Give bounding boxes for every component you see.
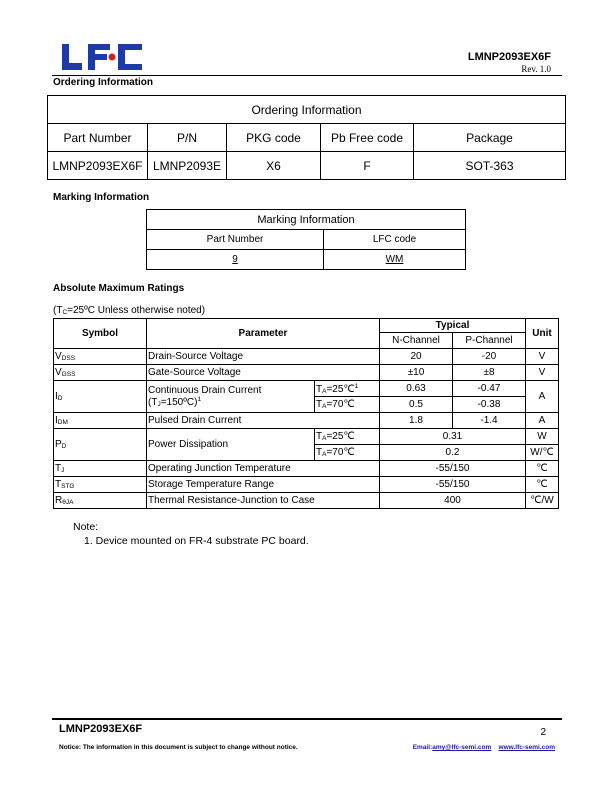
note-title: Note: <box>73 521 99 533</box>
email-label: Email: <box>412 744 433 751</box>
ratings-header-typical: Typical <box>380 319 526 333</box>
ordering-cell: LMNP2093EX6F <box>48 152 148 180</box>
table-row: PD Power Dissipation TA=25℃ 0.31 W <box>54 429 559 445</box>
ratings-table <box>53 318 559 509</box>
marking-cell: 9 <box>232 254 238 265</box>
table-row: TJ Operating Junction Temperature -55/150 ℃ <box>54 461 559 477</box>
page-number: 2 <box>540 727 546 738</box>
ordering-section-title: Ordering Information <box>53 77 153 88</box>
table-row: IDM Pulsed Drain Current 1.8 -1.4 A <box>54 413 559 429</box>
header-revision: Rev. 1.0 <box>521 64 551 74</box>
ratings-header-n-channel: N-Channel <box>380 333 453 349</box>
ordering-table-title: Ordering Information <box>48 96 566 124</box>
email-link[interactable]: amy@lfc-semi.com <box>432 744 492 751</box>
ordering-cell: F <box>321 152 414 180</box>
marking-table <box>146 209 466 270</box>
table-row: VDSS Drain-Source Voltage 20 -20 V <box>54 349 559 365</box>
ordering-cell: LMNP2093E <box>148 152 227 180</box>
table-row: VGSS Gate-Source Voltage ±10 ±8 V <box>54 365 559 381</box>
ratings-header-parameter: Parameter <box>147 319 380 349</box>
footer-notice: Notice: The information in this document is subject to change without notice. <box>59 744 298 751</box>
ordering-header: Part Number <box>48 124 148 152</box>
table-row: ID Continuous Drain Current (TJ=150ºC)$^1$ TA=25℃$^1$ 0.63 -0.47 A <box>54 381 559 397</box>
header-divider <box>52 75 562 76</box>
marking-header: Part Number <box>147 230 324 250</box>
lfc-logo <box>60 44 144 70</box>
marking-section-title: Marking Information <box>53 192 150 203</box>
ratings-condition: (TC=25ºC Unless otherwise noted) <box>53 305 206 316</box>
ratings-header-symbol: Symbol <box>54 319 147 349</box>
ordering-header: Package <box>414 124 566 152</box>
ordering-header: P/N <box>148 124 227 152</box>
footer-divider <box>52 718 562 720</box>
header-part-number: LMNP2093EX6F <box>467 51 551 63</box>
ratings-header-unit: Unit <box>526 319 559 349</box>
marking-header: LFC code <box>324 230 466 250</box>
footer-part-number: LMNP2093EX6F <box>59 723 143 735</box>
table-row: TSTG Storage Temperature Range -55/150 ℃ <box>54 477 559 493</box>
footer-links <box>413 744 555 751</box>
marking-cell: WM <box>385 254 404 265</box>
ordering-header: PKG code <box>227 124 321 152</box>
ratings-section-title: Absolute Maximum Ratings <box>53 283 185 294</box>
marking-table-title: Marking Information <box>147 210 466 230</box>
table-row: RθJA Thermal Resistance-Junction to Case 400 ℃/W <box>54 493 559 509</box>
table-row: TA=70℃ 0.5 -0.38 <box>54 397 559 413</box>
ordering-cell: X6 <box>227 152 321 180</box>
ordering-header: Pb Free code <box>321 124 414 152</box>
note-item: 1. Device mounted on FR-4 substrate PC board. <box>84 535 309 547</box>
ordering-table <box>47 95 566 180</box>
website-link[interactable]: www.lfc-semi.com <box>498 744 555 751</box>
ratings-header-p-channel: P-Channel <box>453 333 526 349</box>
ordering-cell: SOT-363 <box>414 152 566 180</box>
table-row: TA=70℃ 0.2 W/℃ <box>54 445 559 461</box>
